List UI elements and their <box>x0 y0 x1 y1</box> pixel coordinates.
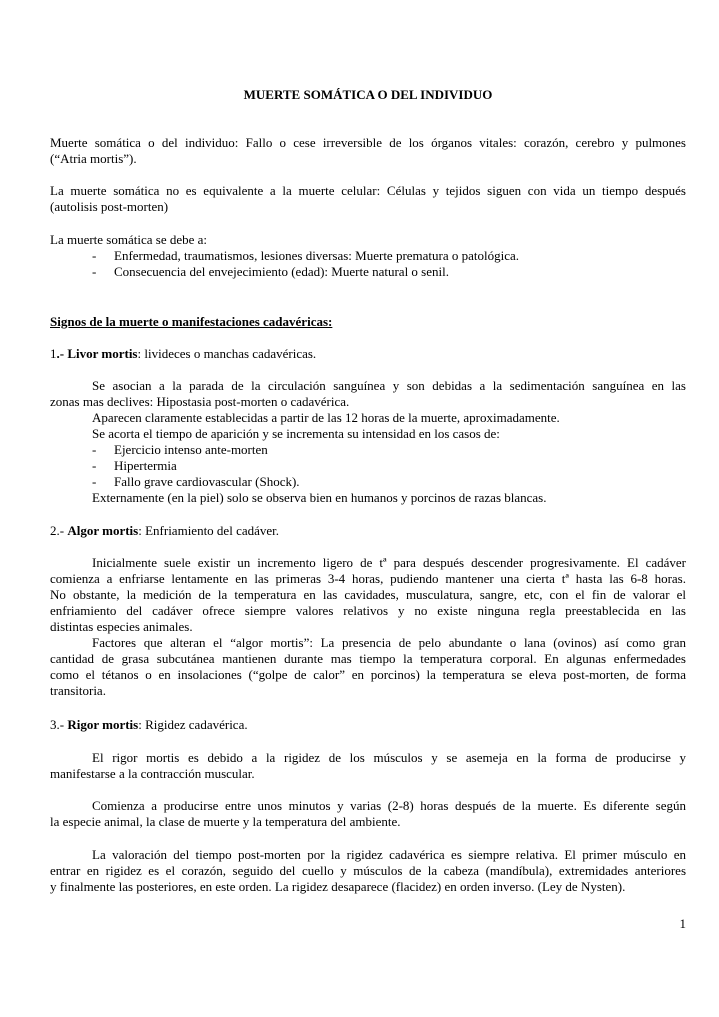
rigor-paragraph-2 <box>50 798 686 830</box>
text-line: distintas especies animales. <box>50 619 193 634</box>
list-item-text: Ejercicio intenso ante-morten <box>114 442 268 457</box>
livor-desc: : livideces o manchas cadavéricas. <box>137 346 317 361</box>
text-line: (autolisis post-morten) <box>50 199 169 214</box>
livor-label: .- Livor mortis <box>56 346 138 361</box>
text-line: La valoración del tiempo post-morten por la rigidez cadavérica es siempre relativa. El primer músculo en <box>92 847 686 862</box>
rigor-heading <box>50 717 686 733</box>
bullet-dash: - <box>92 474 97 489</box>
section-heading-signs <box>50 314 686 330</box>
text-line: No obstante, la medición de la temperatura en las cavidades, musculatura, sangre, etc, con el fin de valorar el <box>50 587 686 602</box>
rigor-label: Rigor mortis <box>67 717 139 732</box>
text-line: y finalmente las posteriores, en este orden. La rigidez desaparece (flacidez) en orden inverso. (Ley de Nysten). <box>50 879 626 894</box>
algor-heading <box>50 523 686 539</box>
list-item-text: Hipertermia <box>114 458 177 473</box>
text-line: manifestarse a la contracción muscular. <box>50 766 255 781</box>
text-line: entrar en rigidez es el corazón, seguido del cuello y músculos de la cabeza (mandíbula), extremidades anteriores <box>50 863 686 878</box>
text-line: Externamente (en la piel) solo se observa bien en humanos y porcinos de razas blancas. <box>92 490 547 505</box>
text-line: comienza a enfriarse lentamente en las primeras 3-4 horas, pudiendo mantener una cierta tª hasta las 6-8 horas. <box>50 571 686 586</box>
text-line: Comienza a producirse entre unos minutos y varias (2-8) horas después de la muerte. Es diferente según <box>92 798 686 813</box>
text-line: la especie animal, la clase de muerte y la temperatura del ambiente. <box>50 814 401 829</box>
text-line: (“Atria mortis”). <box>50 151 137 166</box>
rigor-paragraph-1 <box>50 750 686 782</box>
text-line: El rigor mortis es debido a la rigidez de los músculos y se asemeja en la forma de producirse y <box>92 750 686 765</box>
list-item <box>50 458 686 474</box>
text-line: Factores que alteran el “algor mortis”: La presencia de pelo abundante o lana (ovinos) así como gran <box>92 635 686 650</box>
list-item-text: Consecuencia del envejecimiento (edad): Muerte natural o senil. <box>114 264 449 279</box>
livor-body <box>50 378 686 506</box>
bullet-dash: - <box>92 264 97 279</box>
page-title: MUERTE SOMÁTICA O DEL INDIVIDUO <box>243 87 493 102</box>
bullet-dash: - <box>92 442 97 457</box>
paragraph-somatic-vs-cellular <box>50 183 686 215</box>
paragraph-causes <box>50 232 686 280</box>
text-line: transitoria. <box>50 683 106 698</box>
algor-desc: : Enfriamiento del cadáver. <box>138 523 280 538</box>
livor-heading <box>50 346 686 362</box>
algor-label: Algor mortis <box>67 523 139 538</box>
list-item-text: Fallo grave cardiovascular (Shock). <box>114 474 300 489</box>
text-line: enfriamiento del cadáver ofrece siempre valores relativos y no existe ninguna regla preestablecida en las <box>50 603 686 618</box>
text-line: Inicialmente suele existir un incremento ligero de tª para después descender progresivamente. El cadáver <box>92 555 686 570</box>
bullet-dash: - <box>92 248 97 263</box>
rigor-number: 3.- <box>50 717 68 732</box>
text-line: cantidad de grasa subcutánea mantienen durante mas tiempo la temperatura corporal. En algunas enfermedades <box>50 651 686 666</box>
text-line: como el tétanos o en insolaciones (“golpe de calor” en porcinos) la temperatura se eleva post-morten, de forma <box>50 667 686 682</box>
text-line: La muerte somática no es equivalente a la muerte celular: Células y tejidos siguen con vida un tiempo después <box>50 183 686 198</box>
algor-number: 2.- <box>50 523 68 538</box>
text-line: zonas mas declives: Hipostasia post-morten o cadavérica. <box>50 394 350 409</box>
bullet-dash: - <box>92 458 97 473</box>
section-heading: Signos de la muerte o manifestaciones cadavéricas: <box>50 314 333 329</box>
rigor-paragraph-3 <box>50 847 686 895</box>
rigor-desc: : Rigidez cadavérica. <box>138 717 248 732</box>
list-item <box>50 474 686 490</box>
text-line: Muerte somática o del individuo: Fallo o cese irreversible de los órganos vitales: corazón, cerebro y pulmones <box>50 135 686 150</box>
livor-number: 1 <box>50 346 57 361</box>
list-item <box>50 248 686 264</box>
list-item <box>50 442 686 458</box>
text-line: Se acorta el tiempo de aparición y se incrementa su intensidad en los casos de: <box>92 426 500 441</box>
text-line: Aparecen claramente establecidas a partir de las 12 horas de la muerte, aproximadamente. <box>92 410 560 425</box>
text-line: Se asocian a la parada de la circulación sanguínea y son debidas a la sedimentación sanguínea en las <box>92 378 686 393</box>
page-number: 1 <box>679 916 686 931</box>
list-item <box>50 264 686 280</box>
text-line: La muerte somática se debe a: <box>50 232 208 247</box>
list-item-text: Enfermedad, traumatismos, lesiones diversas: Muerte prematura o patológica. <box>114 248 520 263</box>
paragraph-definition <box>50 135 686 167</box>
algor-body <box>50 555 686 699</box>
